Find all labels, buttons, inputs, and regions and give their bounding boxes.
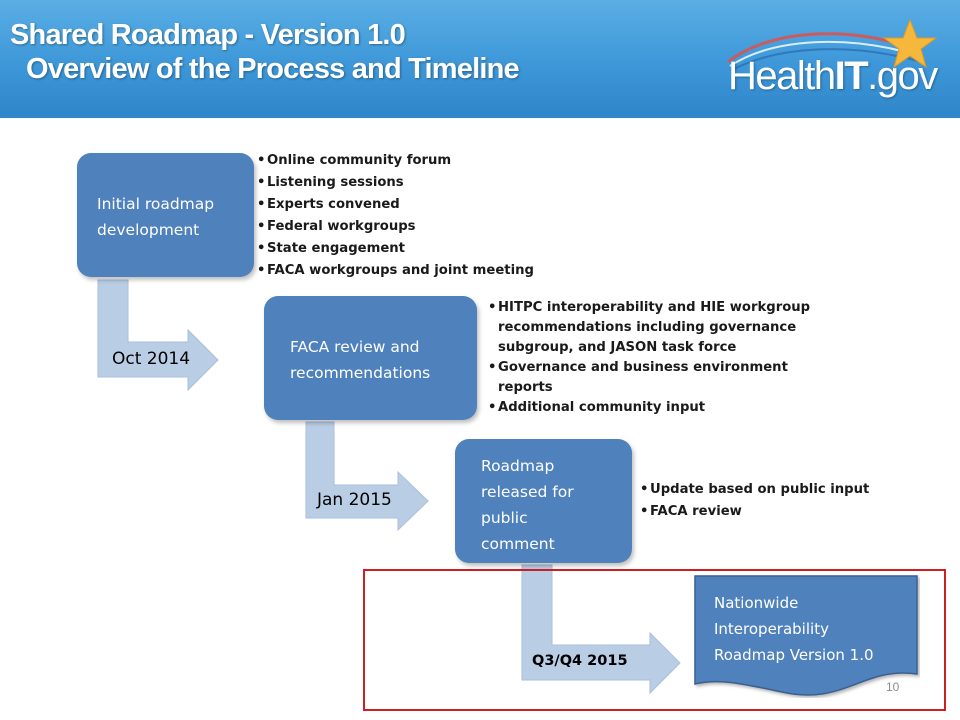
step-initial-roadmap: Initial roadmap development bbox=[77, 153, 254, 277]
final-doc-label: Nationwide Interoperability Roadmap Version 1.0 bbox=[714, 594, 874, 664]
title-line-2: Overview of the Process and Timeline bbox=[26, 53, 519, 85]
list-item: • Update based on public input bbox=[640, 479, 869, 501]
list-item: • Online community forum bbox=[257, 150, 534, 172]
list-item: • HITPC interoperability and HIE workgroup recommendations including governance subgroup, and JASON task force bbox=[488, 298, 810, 358]
transition-label-jan-2015: Jan 2015 bbox=[317, 490, 392, 510]
list-item: • Listening sessions bbox=[257, 172, 534, 194]
step-roadmap-released: Roadmap released for public comment bbox=[455, 439, 632, 563]
list-item: • Experts convened bbox=[257, 194, 534, 216]
bent-arrow-oct-2014 bbox=[98, 280, 218, 390]
step3-bullet-list bbox=[640, 479, 869, 523]
transition-label-q3q4-2015: Q3/Q4 2015 bbox=[532, 653, 628, 669]
logo-text: HealthIT.gov bbox=[728, 54, 937, 98]
list-item: • FACA workgroups and joint meeting bbox=[257, 260, 534, 282]
list-item: • FACA review bbox=[640, 501, 869, 523]
step-faca-review: FACA review and recommendations bbox=[264, 296, 477, 420]
title-line-1: Shared Roadmap - Version 1.0 bbox=[10, 19, 406, 51]
list-item: • Additional community input bbox=[488, 398, 810, 418]
step2-bullet-list bbox=[488, 298, 810, 418]
bent-arrow-jan-2015 bbox=[306, 422, 428, 530]
list-item: • Federal workgroups bbox=[257, 216, 534, 238]
step1-bullet-list bbox=[257, 150, 534, 282]
list-item: • Governance and business environment reports bbox=[488, 358, 810, 398]
page-number: 10 bbox=[886, 680, 900, 694]
list-item: • State engagement bbox=[257, 238, 534, 260]
transition-label-oct-2014: Oct 2014 bbox=[112, 349, 191, 369]
